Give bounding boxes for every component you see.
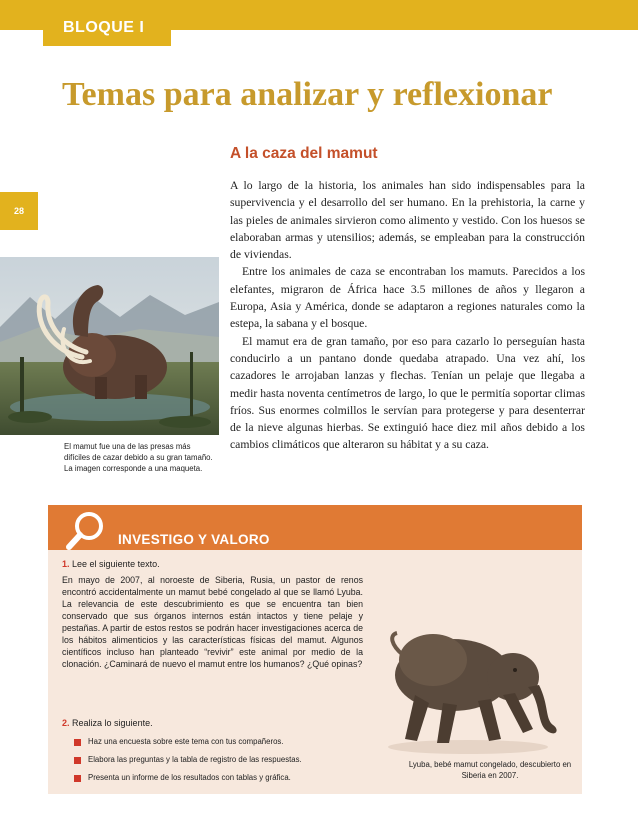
investigo-panel [48,505,582,794]
task-list [74,736,374,790]
article-body [230,177,585,454]
task-text: Presenta un informe de los resultados con tablas y gráfica. [88,773,291,782]
task-text: Haz una encuesta sobre este tema con tus compañeros. [88,737,284,746]
magnifier-icon [62,509,108,556]
task-item [74,772,374,784]
step-1-text: Lee el siguiente texto. [72,559,160,569]
bullet-square-icon [74,775,81,782]
page-number: 28 [0,192,38,230]
bullet-square-icon [74,757,81,764]
step-2-text: Realiza lo siguiente. [72,718,153,728]
article-paragraph: El mamut era de gran tamaño, por eso para cazarlo lo perseguían hasta conducirlo a un pantano donde quedaba atrapado. Una vez ahí, los cazadores le arrojaban lanzas y flechas. Tenían un pelaje que llegaba a medir hasta noventa centímetros de largo, lo que le permitía soportar climas fríos. Sus enormes colmillos le servían para protegerse y para desenterrar de la nieve algunas hierbas. Se extinguió hace diez mil años debido a los cambios climáticos que alteraron su hábitat y a su caza. [230,334,585,452]
photo-caption: El mamut fue una de las presas más difíciles de cazar debido a su gran tamaño. La imagen corresponde a una maqueta. [64,442,213,473]
task-item [74,754,374,766]
step-2 [62,718,153,728]
investigo-header [48,505,582,550]
mammoth-diorama-photo [0,257,219,435]
section-heading: A la caza del mamut [230,145,378,162]
lyuba-caption: Lyuba, bebé mamut congelado, descubierto en Siberia en 2007. [408,760,572,780]
bloque-label: BLOQUE I [43,0,171,46]
page-title: Temas para analizar y reflexionar [62,76,553,113]
task-text: Elabora las preguntas y la tabla de registro de las respuestas. [88,755,302,764]
task-item [74,736,374,748]
step-1-number: 1. [62,559,70,569]
step-2-number: 2. [62,718,70,728]
article-paragraph: Entre los animales de caza se encontraban los mamuts. Parecidos a los elefantes, migraron de África hace 3.5 millones de años y llegaron a Europa, Asia y América, donde se adaptaron a regiones naturales como la estepa, la sabana y el bosque. [230,265,585,331]
step-1 [62,559,160,569]
investigo-title: INVESTIGO Y VALORO [118,532,270,547]
lyuba-photo [363,615,573,765]
bullet-square-icon [74,739,81,746]
lyuba-reading: En mayo de 2007, al noroeste de Siberia, Rusia, un pastor de renos encontró accidentalmente un mamut bebé congelado al que se llamó Lyuba. La relevancia de este descubrimiento es que se encuentra tan bien conservado que sus órganos internos están intactos y tiene pelaje y pestañas. A partir de estos restos se podrán hacer investigaciones acerca de los hábitos alimenticios y las características físicas del mamut. Algunos científicos incluso han planteado “revivir” este animal por medio de la clonación. ¿Caminará de nuevo el mamut entre los humanos? ¿Qué opinas? [62,575,363,669]
article-paragraph: A lo largo de la historia, los animales han sido indispensables para la supervivencia y el desarrollo del ser humano. En la prehistoria, la carne y las pieles de animales sirvieron como alimento y vestido. Con los huesos se elaboraban armas y utensilios; además, se empleaban para la construcción de viviendas. [230,179,585,262]
